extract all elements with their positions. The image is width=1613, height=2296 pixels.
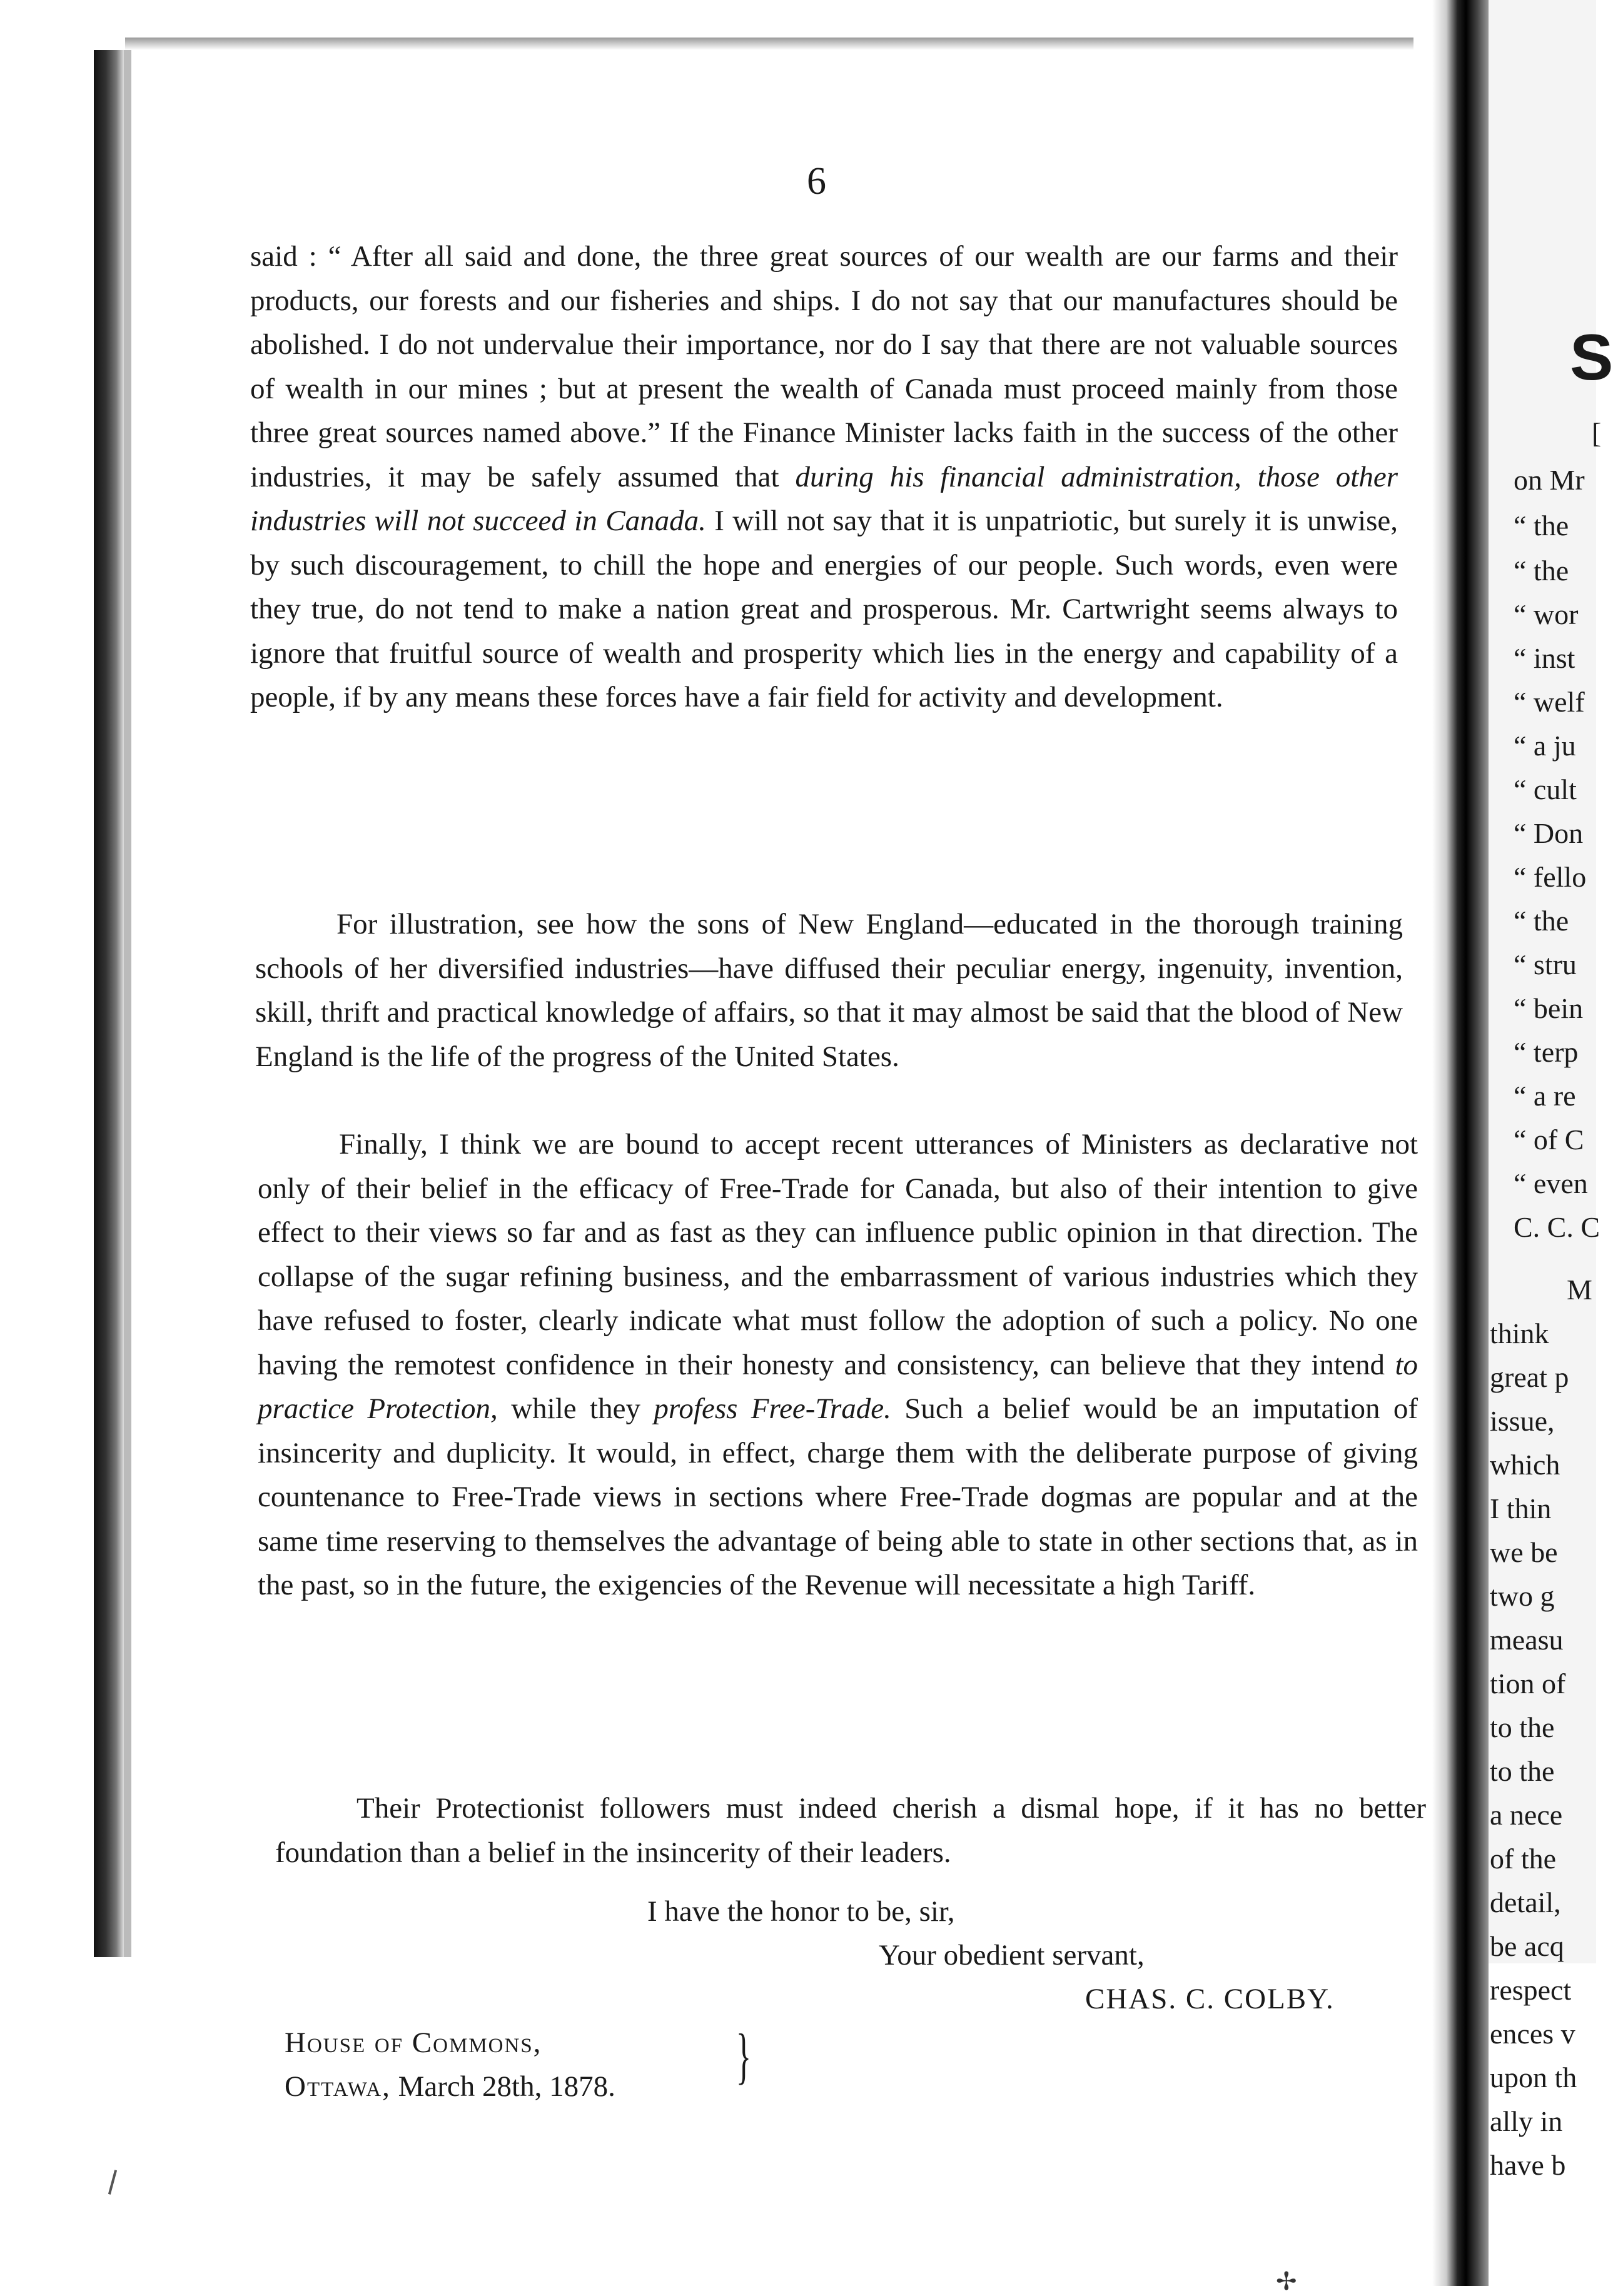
adjacent-page-line: of the [1490,1843,1557,1875]
adjacent-page-line: which [1490,1449,1560,1481]
adjacent-page-line: detail, [1490,1886,1561,1918]
adjacent-page-line: great p [1490,1361,1569,1393]
scan-smudge: ✢ [1276,2267,1297,2295]
adjacent-page-line: “ terp [1514,1036,1579,1068]
adjacent-page-line: “ bein [1514,992,1584,1024]
adjacent-page-line: upon th [1490,2062,1577,2093]
paragraph-text: while they [497,1392,654,1425]
adjacent-page-line: “ a ju [1514,730,1576,762]
scan-shadow-top [125,38,1413,50]
adjacent-page-line: “ Don [1514,817,1584,849]
scan-edge-left-inner [124,50,131,1957]
adjacent-page-line: issue, [1490,1405,1555,1437]
adjacent-page-line: measu [1490,1624,1564,1656]
adjacent-page-line: [ [1592,417,1602,449]
paragraph-finally [258,1122,1418,1608]
adjacent-page-line: “ the [1514,555,1569,587]
adjacent-page-line: C. C. C [1514,1211,1600,1243]
scan-mark [108,2170,117,2195]
paragraph-conclusion: Their Protectionist followers must indeed cherish a dismal hope, if it has no better foundation than a belief in the insincerity of their leaders. [275,1792,1426,1869]
adjacent-page-line: “ wor [1514,598,1579,630]
paragraph-text: Such a belief would be an imputation of insincerity and duplicity. It would, in effect, charge them with the deliberate purpose of giving countenance to Free-Trade views in sections where Free-Trade dogmas are popular and at the same time reserving to themselves the advantage of being able to state in other sections that, as in the past, so in the future, the exigencies of the Revenue will necessitate a high Tariff. [258,1392,1418,1601]
adjacent-page-line: two g [1490,1580,1555,1612]
adjacent-page-line: “ even [1514,1167,1588,1199]
adjacent-page-line: “ of C [1514,1124,1584,1156]
adjacent-page-line: “ stru [1514,949,1577,980]
closing-salutation: I have the honor to be, sir, [647,1895,955,1928]
adjacent-page-line: respect [1490,1974,1572,2006]
adjacent-page-line: “ a re [1514,1080,1576,1112]
adjacent-page-line: ally in [1490,2105,1563,2137]
adjacent-page-line: “ the [1514,905,1569,937]
italic-text: during his financial administration, those other industries will not succeed in Canada. [250,460,1398,537]
adjacent-page-line: on Mr [1514,464,1585,496]
address-brace: } [736,2021,751,2090]
adjacent-page-line: have b [1490,2149,1566,2181]
signature: CHAS. C. COLBY. [1085,1983,1335,2015]
adjacent-page-line: M [1567,1274,1592,1306]
address-date [285,2070,615,2103]
adjacent-page-line: a nece [1490,1799,1563,1831]
adjacent-page-line: “ fello [1514,861,1587,893]
paragraph-text: I will not say that it is unpatriotic, but surely it is unwise, by such discouragement, to chill the hope and energies of our people. Such words, even were they true, do not tend to make a nation great and prosperous. Mr. Cartwright seems always to ignore that fruitful source of wealth and prosperity which lies in the energy and capability of a people, if by any means these forces have a fair field for activity and development. [250,505,1398,713]
adjacent-page-line: “ welf [1514,686,1585,718]
closing-servant: Your obedient servant, [879,1939,1145,1971]
adjacent-page-line: “ inst [1514,642,1575,674]
adjacent-page-line: “ the [1514,510,1569,541]
adjacent-page-line: we be [1490,1536,1558,1568]
paragraph-quote [250,234,1398,720]
scan-edge-left [94,50,124,1957]
adjacent-page-line: I thin [1490,1493,1552,1524]
paragraph-text: said : “ After all said and done, the three great sources of our wealth are our farms and their products, our forests and our fisheries and ships. I do not say that our manufactures should be abolished. I do not undervalue their importance, nor do I say that there are not valuable sources of wealth in our mines ; but at present the wealth of Canada must proceed mainly from those three great sources named above.” If the Finance Minister lacks faith in the success of the other industries, it may be safely assumed that [250,240,1398,493]
address-place: Ottawa, [285,2070,391,2103]
paragraph-text: Finally, I think we are bound to accept recent utterances of Ministers as declarative not only of their belief in the efficacy of Free-Trade for Canada, but also of their intention to give effect to their views so far and as fast as they can influence public opinion in that direction. The collapse of the sugar refining business, and the embarrassment of various industries which they have refused to foster, clearly indicate what must follow the adoption of such a policy. No one having the remotest confidence in their honesty and consistency, can believe that they intend [258,1128,1418,1381]
page-number: 6 [807,160,826,203]
address-house [285,2026,542,2060]
adjacent-page-line: S [1570,321,1613,394]
adjacent-page-line: tion of [1490,1668,1566,1699]
adjacent-page-line: to the [1490,1755,1555,1787]
adjacent-page-line: “ cult [1514,773,1577,805]
adjacent-page-line: to the [1490,1711,1555,1743]
adjacent-page-line: think [1490,1317,1549,1349]
adjacent-page [1489,0,1613,2181]
adjacent-page-line: be acq [1490,1930,1564,1962]
address-house-text: House of Commons, [285,2027,542,2059]
paragraph-new-england: For illustration, see how the sons of New England—educated in the thorough training schools of her diversified industries—have diffused their peculiar energy, ingenuity, invention, skill, thrift and practical knowledge of affairs, so that it may almost be said that the blood of New England is the life of the progress of the United States. [255,908,1403,1073]
italic-text: profess Free-Trade. [654,1392,891,1425]
adjacent-page-line: ences v [1490,2018,1575,2050]
book-gutter [1432,0,1489,2286]
italic-text: to practice Protection, [258,1348,1418,1425]
address-date-text: March 28th, 1878. [390,2070,615,2103]
